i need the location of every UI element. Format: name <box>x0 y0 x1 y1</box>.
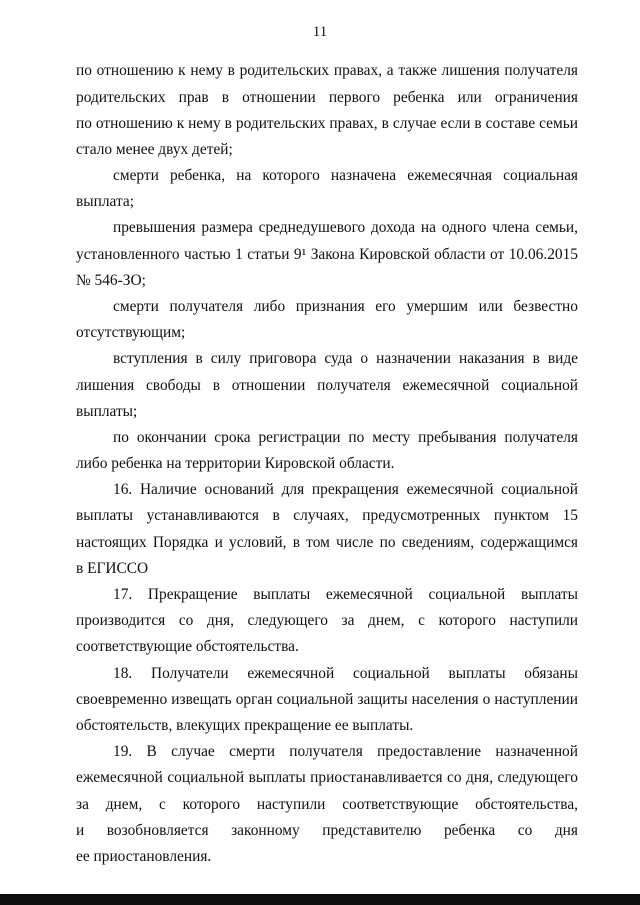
text-line: стало менее двух детей; <box>76 141 233 158</box>
text-line: выплата; <box>76 193 134 210</box>
text-line: за днем, с которого наступили соответствующие обстоятельства, <box>76 796 578 813</box>
text-line: выплаты; <box>76 403 138 420</box>
text-line: настоящих Порядка и условий, в том числе по сведениям, содержащимся <box>76 534 578 551</box>
text-line: 17. Прекращение выплаты ежемесячной социальной выплаты <box>113 586 578 603</box>
text-line: № 546-ЗО; <box>76 272 146 289</box>
text-line: установленного частью 1 статьи 9¹ Закона Кировской области от 10.06.2015 <box>76 246 578 263</box>
text-line: соответствующие обстоятельства. <box>76 638 299 655</box>
text-line: своевременно извещать орган социальной защиты населения о наступлении <box>76 691 578 708</box>
text-line: обстоятельств, влекущих прекращение ее выплаты. <box>76 717 414 734</box>
text-line: вступления в силу приговора суда о назначении наказания в виде <box>113 350 578 367</box>
text-line: ее приостановления. <box>76 848 212 865</box>
text-line: родительских прав в отношении первого ребенка или ограничения <box>76 89 578 106</box>
text-line: 16. Наличие оснований для прекращения ежемесячной социальной <box>113 481 578 498</box>
text-line: 19. В случае смерти получателя предоставление назначенной <box>113 743 578 760</box>
text-line: по отношению к нему в родительских правах, а также лишения получателя <box>76 62 578 79</box>
text-line: выплаты устанавливаются в случаях, предусмотренных пунктом 15 <box>76 507 578 524</box>
text-line: превышения размера среднедушевого дохода на одного члена семьи, <box>113 219 578 236</box>
text-line: производится со дня, следующего за днем, с которого наступили <box>76 612 578 629</box>
text-line: в ЕГИССО <box>76 560 149 577</box>
page-number: 11 <box>312 24 328 40</box>
text-line: ежемесячной социальной выплаты приостанавливается со дня, следующего <box>76 769 578 786</box>
text-line: смерти получателя либо признания его умершим или безвестно <box>113 298 578 315</box>
text-line: по отношению к нему в родительских правах, в случае если в составе семьи <box>76 115 578 132</box>
scan-edge-bar <box>0 894 640 905</box>
text-line: и возобновляется законному представителю ребенка со дня <box>76 822 578 839</box>
text-line: смерти ребенка, на которого назначена ежемесячная социальная <box>113 167 578 184</box>
text-line: по окончании срока регистрации по месту пребывания получателя <box>113 429 578 446</box>
text-line: 18. Получатели ежемесячной социальной выплаты обязаны <box>113 665 578 682</box>
text-line: либо ребенка на территории Кировской области. <box>76 455 395 472</box>
text-line: лишения свободы в отношении получателя ежемесячной социальной <box>76 377 578 394</box>
text-line: отсутствующим; <box>76 324 186 341</box>
